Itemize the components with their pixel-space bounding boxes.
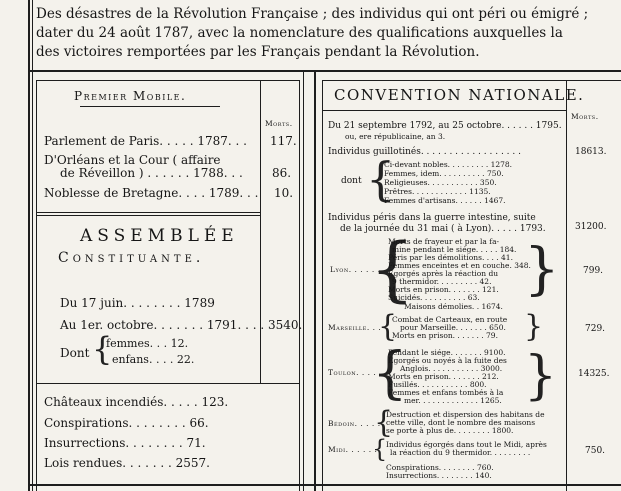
- cn-period-line-2: ou, ere républicaine, an 3.: [345, 132, 446, 141]
- toulon-item: Anglois. . . . . . . . . . . 3000.: [400, 364, 503, 373]
- toulon-value: 14325.: [578, 369, 610, 379]
- toulon-label: Toulon. . . . .: [328, 368, 383, 377]
- rule-bottom: [28, 484, 621, 486]
- pm-box-bottom-b: [36, 215, 260, 216]
- left-box-left: [36, 80, 37, 491]
- left-box-right: [299, 80, 300, 491]
- lyon-item: 9 thermidor. . . . . . . . . 42.: [392, 277, 492, 286]
- dont-item: Prêtres. . . . . . . . . . . . 1135.: [384, 187, 491, 196]
- bottom-item: Insurrections. . . . . . . . 140.: [386, 471, 492, 480]
- marseille-item: Morts en prison. . . . . . . 79.: [392, 331, 498, 340]
- cn-guerre-line-1: Individus péris dans la guerre intestine, suite: [328, 213, 536, 223]
- cn-guillotines: Individus guillotinés. . . . . . . . . . . . . . . . . .: [328, 147, 521, 157]
- premier-row-value: 117.: [270, 134, 297, 148]
- toulon-item: Femmes et enfans tombés à la: [388, 388, 504, 397]
- midi-label: Midi. . . . . .: [328, 445, 378, 454]
- lyon-item: Péris par les démolitions. . . . 41.: [388, 253, 513, 262]
- lyon-item: Maisons démolies. . 1674.: [404, 302, 503, 311]
- brace-icon: }: [524, 346, 558, 406]
- marseille-item: Combat de Carteaux, en route: [392, 315, 508, 324]
- lyon-label: Lyon. . . . . .: [330, 265, 381, 274]
- assemblee-total: 3540.: [268, 318, 303, 332]
- dont-item: Religieuses. . . . . . . . . . . 350.: [384, 178, 497, 187]
- dont-item: Femmes, idem. . . . . . . . . . 750.: [384, 169, 504, 178]
- midi-value: 750.: [585, 446, 606, 456]
- cn-guerre-value: 31200.: [575, 222, 607, 232]
- premier-title-underline: [80, 106, 220, 107]
- toulon-item: Pendant le siége. . . . . . . 9100.: [388, 348, 506, 357]
- toulon-item: Morts en prison. . . . . . . 212.: [388, 372, 499, 381]
- toulon-item: Égorgés ou noyés à la fuite des: [388, 356, 507, 365]
- lyon-item: Morts en prison. . . . . . . 121.: [388, 285, 499, 294]
- cn-title-rule: [322, 110, 566, 111]
- stat-row: Insurrections. . . . . . . . 71.: [44, 436, 206, 450]
- bedoin-item: se porte à plus de. . . . . . . . 1800.: [386, 426, 514, 435]
- lyon-item: Morts de frayeur et par la fa-: [388, 237, 500, 246]
- midi-item: Individus égorgés dans tout le Midi, après: [386, 440, 547, 449]
- brace-icon: {: [366, 152, 396, 206]
- premier-row-label: Parlement de Paris. . . . . 1787. . .: [44, 134, 247, 148]
- column-divider-right: [314, 71, 316, 491]
- header-line-1: Des désastres de la Révolution Française ; des individus qui ont péri ou émigré ;: [36, 6, 589, 22]
- cn-guerre-line-2: de la journée du 31 mai ( à Lyon). . . . . 1793.: [340, 224, 546, 234]
- left-morts-divider: [260, 81, 261, 383]
- assemblee-femmes: femmes. . . 12.: [106, 337, 189, 350]
- lyon-value: 799.: [583, 266, 604, 276]
- frame-left-outer: [28, 0, 30, 491]
- lyon-item: mine pendant le siége. . . . . 184.: [392, 245, 517, 254]
- cn-morts-header: Morts.: [571, 112, 599, 121]
- cn-morts-divider: [566, 81, 567, 491]
- lyon-item: Égorgés après la réaction du: [388, 269, 499, 278]
- premier-row-label: de Réveillon ) . . . . . . 1788. . .: [60, 166, 243, 180]
- premier-row-label: Noblesse de Bretagne. . . . 1789. . .: [44, 186, 259, 200]
- toulon-item: Fusillés. . . . . . . . . . . 800.: [388, 380, 487, 389]
- pm-box-bottom-a: [36, 212, 260, 213]
- cn-box-left: [322, 80, 323, 491]
- premier-row-value: 86.: [272, 166, 292, 180]
- stat-row: Châteaux incendiés. . . . . 123.: [44, 395, 229, 409]
- assemblee-title: ASSEMBLÉE: [80, 226, 239, 246]
- brace-icon: }: [524, 237, 560, 302]
- assemblee-enfans: enfans. . . . 22.: [112, 353, 195, 366]
- dont-item: Ci-devant nobles. . . . . . . . . 1278.: [384, 160, 513, 169]
- assemblee-du: Du 17 juin. . . . . . . . 1789: [60, 296, 215, 310]
- frame-left-inner: [32, 0, 33, 491]
- brace-icon: {: [378, 309, 398, 344]
- marseille-label: Marseille. . .: [328, 323, 382, 332]
- dont-item: Femmes d'artisans. . . . . . 1467.: [384, 196, 506, 205]
- left-morts-header: Morts.: [265, 119, 293, 128]
- convention-title: CONVENTION NATIONALE.: [334, 86, 585, 104]
- lyon-item: Femmes enceintes et en couche. 348.: [388, 261, 531, 270]
- cn-period-line-1: Du 21 septembre 1792, au 25 octobre. . . . . . 1795.: [328, 121, 562, 131]
- bedoin-item: cette ville, dont le nombre des maisons: [386, 418, 536, 427]
- header-line-3: des victoires remportées par les Français pendant la Révolution.: [36, 44, 480, 60]
- toulon-item: mer. . . . . . . . . . . . . 1265.: [404, 396, 502, 405]
- stat-row: Conspirations. . . . . . . . 66.: [44, 416, 209, 430]
- cn-guillotines-value: 18613.: [575, 147, 607, 157]
- bedoin-item: Destruction et dispersion des habitans de: [386, 410, 545, 419]
- bedoin-label: Bédoin. . . . .: [328, 419, 381, 428]
- header-line-2: dater du 24 août 1787, avec la nomenclature des qualifications auxquelles la: [36, 25, 563, 41]
- marseille-item: pour Marseille. . . . . . . 650.: [400, 323, 506, 332]
- brace-icon: {: [92, 330, 113, 368]
- constituante-title: Constituante.: [58, 250, 205, 266]
- assemblee-au: Au 1er. octobre. . . . . . . 1791. . . .: [60, 318, 265, 332]
- lyon-item: Suicidés. . . . . . . . . . 63.: [388, 293, 480, 302]
- column-divider-left: [303, 71, 304, 491]
- assemblee-dont: Dont: [60, 346, 90, 360]
- stat-row: Lois rendues. . . . . . . 2557.: [44, 456, 210, 470]
- premier-row-label: D'Orléans et la Cour ( affaire: [44, 153, 221, 167]
- premier-row-value: 10.: [274, 186, 294, 200]
- cn-box-top: [322, 80, 621, 81]
- rule-top: [28, 70, 621, 72]
- assemblee-box-bottom: [36, 383, 300, 384]
- midi-item: la réaction du 9 thermidor. . . . . . . . .: [390, 448, 531, 457]
- marseille-value: 729.: [585, 324, 606, 334]
- brace-icon: {: [372, 341, 408, 406]
- bottom-item: Conspirations. . . . . . . . 760.: [386, 463, 494, 472]
- brace-icon: {: [374, 405, 394, 440]
- brace-icon: {: [370, 228, 415, 310]
- premier-mobile-title: Premier Mobile.: [74, 89, 187, 103]
- cn-dont-label: dont: [341, 176, 362, 186]
- brace-icon: }: [524, 309, 544, 344]
- brace-icon: {: [372, 435, 388, 463]
